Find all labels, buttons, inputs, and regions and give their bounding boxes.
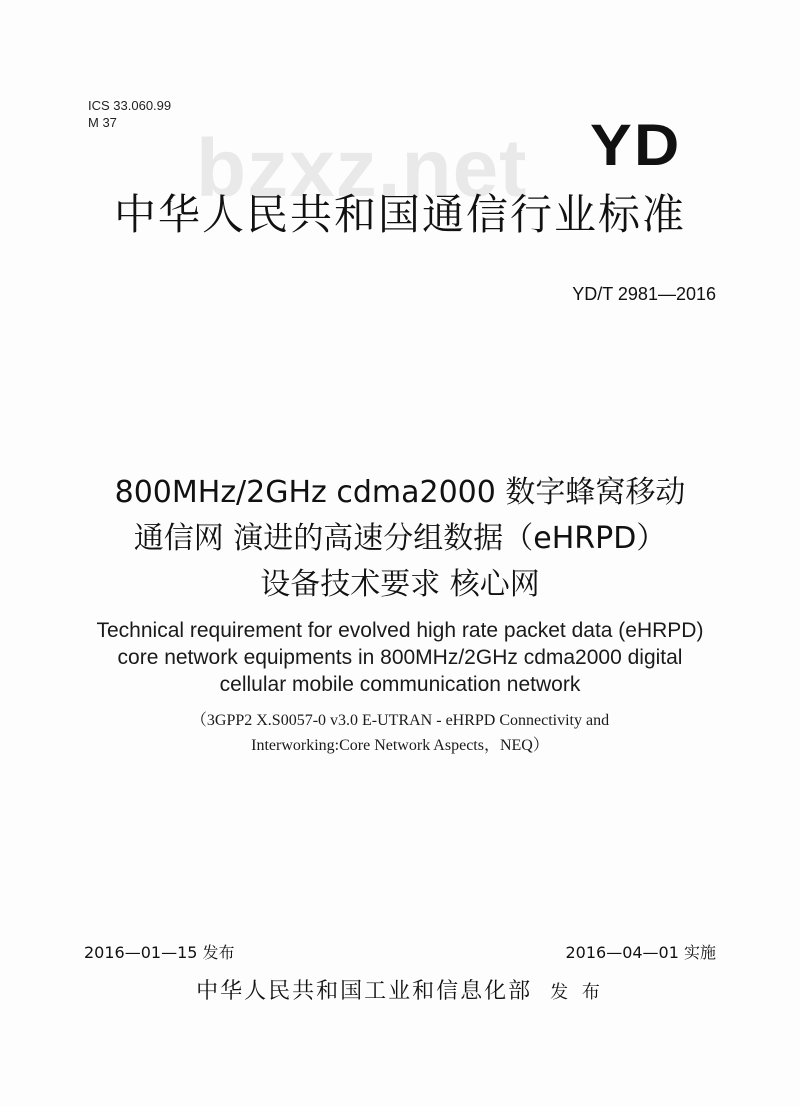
classification-block xyxy=(88,97,171,131)
reference-line: Interworking:Core Network Aspects，NEQ） xyxy=(251,737,549,754)
issuing-authority xyxy=(0,974,800,1005)
implementation-date: 2016—04—01 实施 xyxy=(565,943,716,962)
english-title-line: Technical requirement for evolved high rate packet data (eHRPD) xyxy=(96,619,704,642)
watermark-text: bzxz.net xyxy=(196,123,528,214)
reference-line: （3GPP2 X.S0057-0 v3.0 E-UTRAN - eHRPD Connectivity and xyxy=(190,712,610,729)
issuer-name: 中华人民共和国工业和信息化部 xyxy=(196,979,533,1004)
yd-logo: YD xyxy=(590,113,682,178)
english-title-line: cellular mobile communication network xyxy=(219,673,581,696)
ccs-code: M 37 xyxy=(88,115,117,130)
ics-code: ICS 33.060.99 xyxy=(88,98,172,113)
english-title xyxy=(0,617,800,698)
chinese-title-line: 通信网 演进的高速分组数据（eHRPD） xyxy=(133,521,667,556)
chinese-title xyxy=(0,470,800,608)
issue-action: 发 布 xyxy=(550,982,604,1003)
chinese-title-line: 设备技术要求 核心网 xyxy=(260,567,540,602)
standard-number: YD/T 2981—2016 xyxy=(572,284,716,304)
english-title-line: core network equipments in 800MHz/2GHz cdma2000 digital xyxy=(117,646,683,669)
issue-date: 2016—01—15 发布 xyxy=(84,943,235,962)
standard-category-title: 中华人民共和国通信行业标准 xyxy=(113,190,686,239)
reference-standard xyxy=(0,708,800,758)
chinese-title-line: 800MHz/2GHz cdma2000 数字蜂窝移动 xyxy=(114,475,686,510)
